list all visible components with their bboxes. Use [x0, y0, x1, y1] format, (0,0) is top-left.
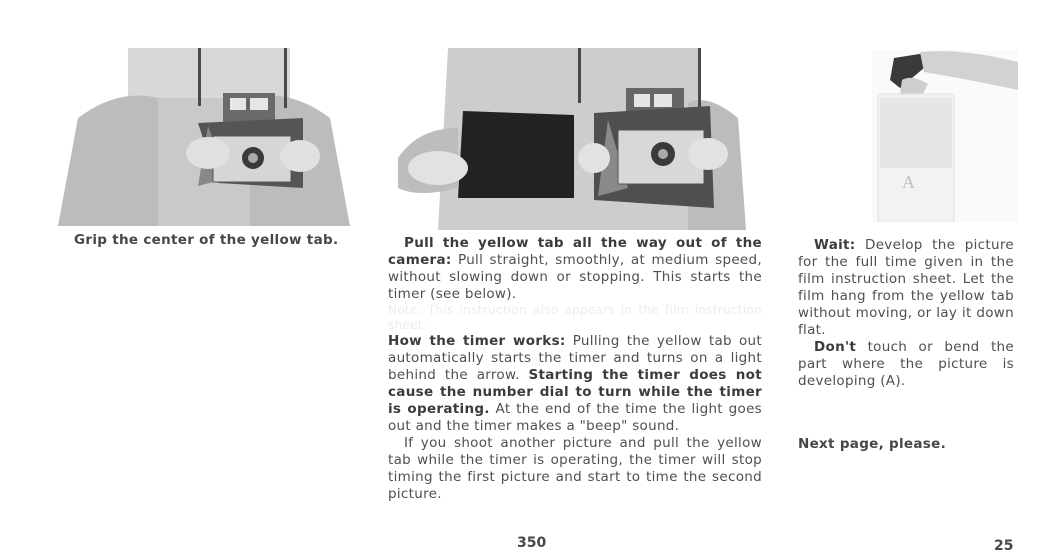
- paragraph-timer: [388, 333, 762, 435]
- heading-wait: Wait:: [814, 237, 856, 253]
- text-timer-2: At the end of the time the light goes out and the timer makes a "beep" sound.: [388, 401, 763, 434]
- photo-film-illustration: [872, 50, 1018, 222]
- heading-timer: How the timer works:: [388, 333, 566, 349]
- faint-note: Note: This instruction also appears in the film instruction sheet.: [388, 303, 762, 332]
- text-pull-tab: Pull straight, smoothly, at medium speed, without slowing down or stopping. This starts the timer (see below).: [388, 252, 762, 302]
- paragraph-wait: [798, 237, 1014, 339]
- column-wait: [798, 237, 1014, 390]
- emphasis-timer: Starting the timer does not cause the number dial to turn while the timer is operating.: [388, 367, 762, 417]
- heading-dont: Don't: [814, 339, 857, 355]
- paragraph-second-picture: If you shoot another picture and pull the yellow tab while the timer is operating, the timer will stop timing the first picture and start to time the second picture.: [388, 435, 762, 502]
- next-page-note: Next page, please.: [798, 436, 947, 452]
- paragraph-pull-tab: [388, 235, 762, 303]
- text-wait: Develop the picture for the full time given in the film instruction sheet. Let the film hang from the yellow tab without moving, or lay it down flat.: [798, 237, 1014, 338]
- page-number: 25: [994, 538, 1014, 554]
- paragraph-dont: [798, 339, 1014, 390]
- text-timer-1: Pulling the yellow tab out automatically starts the timer and turns on a light behind the arrow.: [388, 333, 762, 383]
- heading-pull-tab: Pull the yellow tab all the way out of the camera:: [388, 235, 762, 268]
- photo-pull-tab: [398, 48, 746, 230]
- photo-pull-tab-illustration: [398, 48, 746, 230]
- caption-grip: Grip the center of the yellow tab.: [74, 232, 339, 248]
- photo-grip-tab: [58, 48, 350, 226]
- developing-area-label: A: [902, 172, 915, 192]
- photo-grip-tab-illustration: [58, 48, 350, 226]
- footer-number-350: 350: [517, 535, 547, 551]
- column-pull-tab: [388, 235, 762, 503]
- text-dont: touch or bend the part where the picture is developing (A).: [798, 339, 1014, 389]
- photo-film-developing: [872, 50, 1018, 222]
